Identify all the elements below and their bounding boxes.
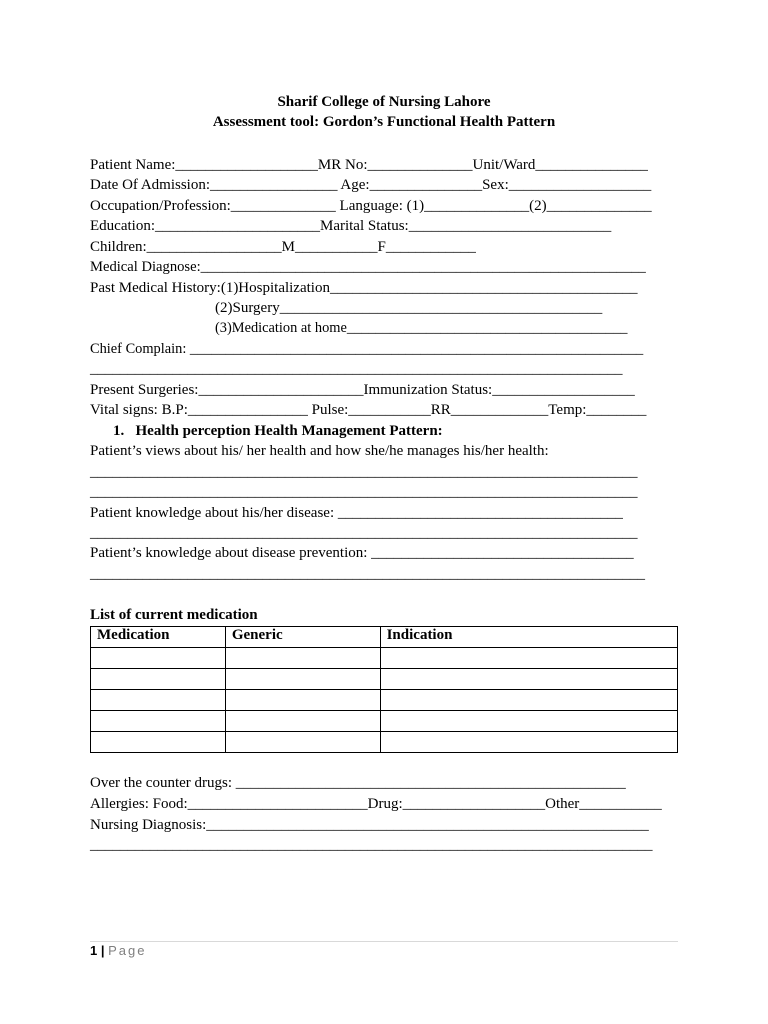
document-title: Assessment tool: Gordon’s Functional Health Pattern xyxy=(212,114,556,130)
table-cell[interactable] xyxy=(91,669,226,690)
table-cell[interactable] xyxy=(225,732,380,753)
page-number: 1 xyxy=(90,943,98,958)
column-header-indication: Indication xyxy=(380,627,677,648)
table-cell[interactable] xyxy=(380,690,677,711)
medication-list-heading: List of current medication xyxy=(90,607,258,623)
medication-table-body xyxy=(91,648,678,753)
past-history-line[interactable]: Past Medical History:(1)Hospitalization_________________________________________ xyxy=(90,280,638,296)
education-line[interactable]: Education:______________________Marital Status:___________________________ xyxy=(90,218,612,234)
medication-home-line[interactable]: (3)Medication at home_______________________________________ xyxy=(215,320,628,336)
patient-name-line[interactable]: Patient Name:___________________MR No:______________Unit/Ward_______________ xyxy=(90,157,648,173)
table-cell[interactable] xyxy=(225,648,380,669)
medication-table-header-row xyxy=(91,627,678,648)
page-footer xyxy=(90,943,146,958)
column-header-generic: Generic xyxy=(225,627,380,648)
answer-line-2[interactable]: _________________________________________________________________________ xyxy=(90,484,638,500)
chief-complain-line[interactable]: Chief Complain: _______________________________________________________________ xyxy=(90,341,644,357)
children-line[interactable]: Children:__________________M___________F____________ xyxy=(90,239,476,255)
patient-views-prompt: Patient’s views about his/ her health and how she/he manages his/her health: xyxy=(90,443,549,459)
table-cell[interactable] xyxy=(380,732,677,753)
table-row xyxy=(91,711,678,732)
surgery-line[interactable]: (2)Surgery___________________________________________ xyxy=(215,300,603,316)
table-row xyxy=(91,669,678,690)
date-admission-line[interactable]: Date Of Admission:_________________ Age:_______________Sex:___________________ xyxy=(90,177,652,193)
footer-divider xyxy=(90,941,678,942)
table-cell[interactable] xyxy=(91,732,226,753)
table-cell[interactable] xyxy=(380,711,677,732)
nursing-diagnosis-line[interactable]: Nursing Diagnosis:___________________________________________________________ xyxy=(90,817,649,833)
table-cell[interactable] xyxy=(225,690,380,711)
answer-line-4[interactable]: __________________________________________________________________________ xyxy=(90,566,645,582)
table-cell[interactable] xyxy=(225,669,380,690)
table-row xyxy=(91,690,678,711)
footer-separator: | xyxy=(97,943,109,958)
chief-complain-continuation[interactable]: _______________________________________________________________________ xyxy=(90,361,623,377)
answer-line-5[interactable]: ___________________________________________________________________________ xyxy=(90,837,653,853)
answer-line-1[interactable]: _________________________________________________________________________ xyxy=(90,464,638,480)
page-label: Page xyxy=(108,943,147,958)
table-cell[interactable] xyxy=(380,648,677,669)
column-header-medication: Medication xyxy=(91,627,226,648)
table-row xyxy=(91,732,678,753)
table-row xyxy=(91,648,678,669)
table-cell[interactable] xyxy=(91,648,226,669)
otc-drugs-line[interactable]: Over the counter drugs: ____________________________________________________ xyxy=(90,775,626,791)
present-surgeries-line[interactable]: Present Surgeries:______________________Immunization Status:___________________ xyxy=(90,382,635,398)
medication-table xyxy=(90,626,678,753)
knowledge-disease-line[interactable]: Patient knowledge about his/her disease: ______________________________________ xyxy=(90,505,623,521)
table-cell[interactable] xyxy=(380,669,677,690)
allergies-line[interactable]: Allergies: Food:________________________Drug:___________________Other___________ xyxy=(90,796,662,812)
occupation-line[interactable]: Occupation/Profession:______________ Language: (1)______________(2)______________ xyxy=(90,198,652,214)
table-cell[interactable] xyxy=(225,711,380,732)
knowledge-prevention-line[interactable]: Patient’s knowledge about disease prevention: ___________________________________ xyxy=(90,545,634,561)
medical-diagnose-line[interactable]: Medical Diagnose:_____________________________________________________________ xyxy=(90,259,646,275)
institution-name: Sharif College of Nursing Lahore xyxy=(277,94,491,110)
table-cell[interactable] xyxy=(91,711,226,732)
table-cell[interactable] xyxy=(91,690,226,711)
answer-line-3[interactable]: _________________________________________________________________________ xyxy=(90,525,638,541)
vital-signs-line[interactable]: Vital signs: B.P:________________ Pulse:___________RR_____________Temp:________ xyxy=(90,402,647,418)
section-1-heading: 1. Health perception Health Management Pattern: xyxy=(113,423,443,439)
